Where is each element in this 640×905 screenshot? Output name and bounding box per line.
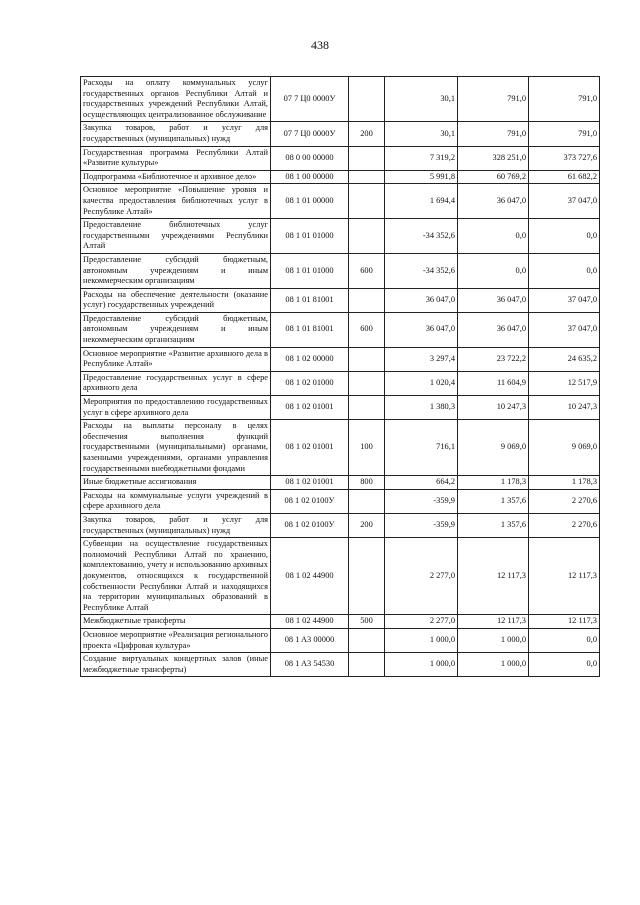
row-value-1-cell: -359,9 — [385, 513, 458, 537]
row-value-2-cell: 9 069,0 — [458, 420, 529, 476]
row-value-1-cell: 2 277,0 — [385, 538, 458, 615]
row-value-3-cell: 12 517,9 — [529, 371, 600, 395]
row-value-2-cell: 12 117,3 — [458, 538, 529, 615]
row-value-3-cell: 9 069,0 — [529, 420, 600, 476]
row-code-cell: 08 1 A3 54530 — [271, 653, 349, 677]
row-value-1-cell: 3 297,4 — [385, 347, 458, 371]
table-row — [81, 653, 600, 677]
row-expense-type-cell — [349, 628, 385, 652]
row-name-cell: Иные бюджетные ассигнования — [81, 476, 271, 490]
row-value-1-cell: -34 352,6 — [385, 253, 458, 288]
row-expense-type-cell: 200 — [349, 122, 385, 146]
table-row — [81, 219, 600, 254]
row-code-cell: 08 1 01 01000 — [271, 219, 349, 254]
row-value-3-cell: 0,0 — [529, 628, 600, 652]
row-name-cell: Расходы на оплату коммунальных услуг государственных органов Республики Алтай и государственных учреждений Республики Алтай, осуществляющих централизованное обслуживание — [81, 77, 271, 122]
row-expense-type-cell: 600 — [349, 312, 385, 347]
table-row — [81, 489, 600, 513]
table-row — [81, 312, 600, 347]
row-expense-type-cell — [349, 146, 385, 170]
row-value-2-cell: 23 722,2 — [458, 347, 529, 371]
row-code-cell: 08 1 02 0100У — [271, 489, 349, 513]
table-row — [81, 77, 600, 122]
row-value-3-cell: 2 270,6 — [529, 489, 600, 513]
row-code-cell: 08 0 00 00000 — [271, 146, 349, 170]
row-expense-type-cell — [349, 396, 385, 420]
row-value-2-cell: 1 000,0 — [458, 653, 529, 677]
row-code-cell: 08 1 01 01000 — [271, 253, 349, 288]
row-name-cell: Основное мероприятие «Повышение уровня и качества предоставления библиотечных услуг в Республике Алтай» — [81, 184, 271, 219]
row-code-cell: 08 1 01 81001 — [271, 288, 349, 312]
row-name-cell: Основное мероприятие «Развитие архивного дела в Республике Алтай» — [81, 347, 271, 371]
row-value-3-cell: 61 682,2 — [529, 170, 600, 184]
row-value-2-cell: 12 117,3 — [458, 615, 529, 629]
row-name-cell: Предоставление государственных услуг в сфере архивного дела — [81, 371, 271, 395]
row-value-3-cell: 0,0 — [529, 653, 600, 677]
row-expense-type-cell — [349, 170, 385, 184]
row-value-1-cell: 36 047,0 — [385, 312, 458, 347]
row-value-3-cell: 2 270,6 — [529, 513, 600, 537]
row-value-2-cell: 36 047,0 — [458, 312, 529, 347]
budget-table — [80, 76, 600, 677]
row-value-3-cell: 37 047,0 — [529, 184, 600, 219]
row-code-cell: 08 1 02 44900 — [271, 538, 349, 615]
row-expense-type-cell — [349, 77, 385, 122]
row-value-2-cell: 0,0 — [458, 253, 529, 288]
row-value-1-cell: 664,2 — [385, 476, 458, 490]
row-name-cell: Закупка товаров, работ и услуг для государственных (муниципальных) нужд — [81, 122, 271, 146]
row-value-1-cell: 1 020,4 — [385, 371, 458, 395]
row-value-1-cell: 5 991,8 — [385, 170, 458, 184]
row-code-cell: 08 1 01 81001 — [271, 312, 349, 347]
row-value-3-cell: 10 247,3 — [529, 396, 600, 420]
row-value-2-cell: 1 178,3 — [458, 476, 529, 490]
table-row — [81, 513, 600, 537]
row-value-2-cell: 60 769,2 — [458, 170, 529, 184]
row-code-cell: 08 1 02 00000 — [271, 347, 349, 371]
row-code-cell: 07 7 Ц0 0000У — [271, 122, 349, 146]
row-value-2-cell: 328 251,0 — [458, 146, 529, 170]
row-code-cell: 07 7 Ц0 0000У — [271, 77, 349, 122]
row-name-cell: Основное мероприятие «Реализация регионального проекта «Цифровая культура» — [81, 628, 271, 652]
row-value-1-cell: 7 319,2 — [385, 146, 458, 170]
row-name-cell: Предоставление субсидий бюджетным, автономным учреждениям и иным некоммерческим организациям — [81, 312, 271, 347]
table-row — [81, 615, 600, 629]
row-value-3-cell: 37 047,0 — [529, 312, 600, 347]
row-value-1-cell: 30,1 — [385, 77, 458, 122]
row-value-2-cell: 1 357,6 — [458, 489, 529, 513]
row-name-cell: Мероприятия по предоставлению государственных услуг в сфере архивного дела — [81, 396, 271, 420]
row-expense-type-cell — [349, 653, 385, 677]
row-value-3-cell: 12 117,3 — [529, 615, 600, 629]
row-name-cell: Межбюджетные трансферты — [81, 615, 271, 629]
row-value-1-cell: 1 380,3 — [385, 396, 458, 420]
row-expense-type-cell — [349, 184, 385, 219]
row-value-2-cell: 1 357,6 — [458, 513, 529, 537]
row-value-1-cell: 1 694,4 — [385, 184, 458, 219]
row-code-cell: 08 1 02 01001 — [271, 396, 349, 420]
table-row — [81, 396, 600, 420]
row-expense-type-cell: 800 — [349, 476, 385, 490]
table-row — [81, 170, 600, 184]
row-code-cell: 08 1 02 01001 — [271, 420, 349, 476]
row-value-1-cell: 30,1 — [385, 122, 458, 146]
row-name-cell: Расходы на обеспечение деятельности (оказание услуг) государственных учреждений — [81, 288, 271, 312]
row-name-cell: Предоставление субсидий бюджетным, автономным учреждениям и иным некоммерческим организациям — [81, 253, 271, 288]
row-code-cell: 08 1 02 01000 — [271, 371, 349, 395]
row-expense-type-cell — [349, 347, 385, 371]
table-row — [81, 420, 600, 476]
row-code-cell: 08 1 A3 00000 — [271, 628, 349, 652]
row-name-cell: Расходы на коммунальные услуги учреждений в сфере архивного дела — [81, 489, 271, 513]
row-value-1-cell: -359,9 — [385, 489, 458, 513]
row-expense-type-cell — [349, 489, 385, 513]
table-row — [81, 476, 600, 490]
row-value-2-cell: 1 000,0 — [458, 628, 529, 652]
row-value-1-cell: 1 000,0 — [385, 628, 458, 652]
row-value-2-cell: 10 247,3 — [458, 396, 529, 420]
table-row — [81, 288, 600, 312]
row-value-3-cell: 0,0 — [529, 253, 600, 288]
row-expense-type-cell: 600 — [349, 253, 385, 288]
row-code-cell: 08 1 00 00000 — [271, 170, 349, 184]
row-expense-type-cell: 200 — [349, 513, 385, 537]
row-expense-type-cell: 100 — [349, 420, 385, 476]
row-name-cell: Предоставление библиотечных услуг государственными учреждениями Республики Алтай — [81, 219, 271, 254]
row-value-2-cell: 791,0 — [458, 77, 529, 122]
row-value-1-cell: -34 352,6 — [385, 219, 458, 254]
row-expense-type-cell — [349, 219, 385, 254]
row-name-cell: Создание виртуальных концертных залов (иные межбюджетные трансферты) — [81, 653, 271, 677]
row-expense-type-cell — [349, 288, 385, 312]
row-value-3-cell: 12 117,3 — [529, 538, 600, 615]
row-value-2-cell: 0,0 — [458, 219, 529, 254]
table-row — [81, 184, 600, 219]
table-row — [81, 538, 600, 615]
row-value-3-cell: 791,0 — [529, 122, 600, 146]
row-value-1-cell: 1 000,0 — [385, 653, 458, 677]
row-value-2-cell: 36 047,0 — [458, 288, 529, 312]
row-code-cell: 08 1 02 01001 — [271, 476, 349, 490]
row-code-cell: 08 1 02 0100У — [271, 513, 349, 537]
row-value-1-cell: 2 277,0 — [385, 615, 458, 629]
row-value-1-cell: 716,1 — [385, 420, 458, 476]
row-expense-type-cell — [349, 371, 385, 395]
row-value-3-cell: 791,0 — [529, 77, 600, 122]
row-expense-type-cell: 500 — [349, 615, 385, 629]
row-value-3-cell: 37 047,0 — [529, 288, 600, 312]
row-value-2-cell: 36 047,0 — [458, 184, 529, 219]
table-row — [81, 253, 600, 288]
table-row — [81, 347, 600, 371]
table-row — [81, 122, 600, 146]
row-name-cell: Закупка товаров, работ и услуг для государственных (муниципальных) нужд — [81, 513, 271, 537]
row-value-3-cell: 24 635,2 — [529, 347, 600, 371]
row-code-cell: 08 1 01 00000 — [271, 184, 349, 219]
row-value-3-cell: 373 727,6 — [529, 146, 600, 170]
row-value-2-cell: 11 604,9 — [458, 371, 529, 395]
row-value-2-cell: 791,0 — [458, 122, 529, 146]
row-value-3-cell: 0,0 — [529, 219, 600, 254]
table-row — [81, 146, 600, 170]
page-number: 438 — [311, 38, 329, 52]
row-name-cell: Субвенции на осуществление государственных полномочий Республики Алтай по хранению, комплектованию, учету и использованию архивных документов, относящихся к государственной собственности Республики Алтай и находящихся на территории муниципальных образований в Республике Алтай — [81, 538, 271, 615]
row-value-1-cell: 36 047,0 — [385, 288, 458, 312]
table-row — [81, 628, 600, 652]
row-name-cell: Государственная программа Республики Алтай «Развитие культуры» — [81, 146, 271, 170]
row-value-3-cell: 1 178,3 — [529, 476, 600, 490]
row-code-cell: 08 1 02 44900 — [271, 615, 349, 629]
row-expense-type-cell — [349, 538, 385, 615]
row-name-cell: Расходы на выплаты персоналу в целях обеспечения выполнения функций государственными (муниципальными) органами, казенными учреждениями, органами управления государственными внебюджетными фондами — [81, 420, 271, 476]
budget-table-body — [81, 77, 600, 677]
row-name-cell: Подпрограмма «Библиотечное и архивное дело» — [81, 170, 271, 184]
table-row — [81, 371, 600, 395]
